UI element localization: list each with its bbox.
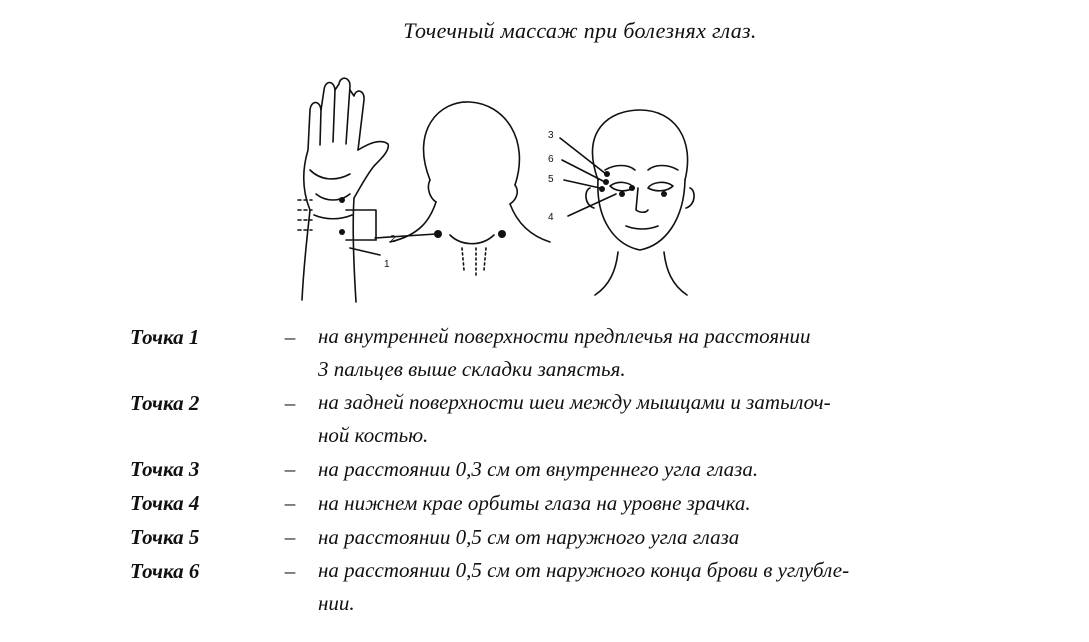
hand-drawing [298,78,388,302]
point-label: Точка 2 [130,391,200,415]
point-description [318,320,1038,386]
point-description [318,520,1038,554]
point-dash: – [284,491,296,515]
point-dash: – [284,325,296,349]
point-row-6 [130,554,1060,620]
points-list [130,320,1060,620]
point-description [318,386,1038,452]
point-description [318,486,1038,520]
point-description [318,554,1038,620]
point-label: Точка 3 [130,457,200,481]
face-label-5: 5 [548,174,554,185]
head-back-drawing [350,102,550,275]
description-line: на расстоянии 0,3 см от внутреннего угла глаза. [318,457,759,481]
hand-label-2: 2 [390,234,396,245]
description-line: ной костью. [318,423,429,447]
point-markers [339,171,667,238]
point-description [318,452,1038,486]
point-row-3 [130,452,1060,486]
point-label: Точка 1 [130,325,200,349]
point-row-5 [130,520,1060,554]
point-label: Точка 4 [130,491,200,515]
point-dash: – [284,457,296,481]
description-line: нии. [318,591,355,615]
face-label-3: 3 [548,130,554,141]
face-label-6: 6 [548,154,554,165]
point-label: Точка 6 [130,559,200,583]
face-label-4: 4 [548,212,554,223]
description-line: на задней поверхности шеи между мышцами и затылоч- [318,390,831,414]
point-row-2 [130,386,1060,452]
illustration-svg [280,70,720,310]
face-drawing [560,110,694,295]
point-dash: – [284,525,296,549]
hand-label-1: 1 [384,259,390,270]
point-row-4 [130,486,1060,520]
description-line: на внутренней поверхности предплечья на расстоянии [318,324,811,348]
point-dash: – [284,391,296,415]
point-dash: – [284,559,296,583]
description-line: на расстоянии 0,5 см от наружного угла глаза [318,525,740,549]
description-line: 3 пальцев выше складки запястья. [318,357,626,381]
description-line: на расстоянии 0,5 см от наружного конца брови в углубле- [318,558,850,582]
point-row-1 [130,320,1060,386]
point-label: Точка 5 [130,525,200,549]
acupressure-illustration [280,70,720,310]
page-title: Точечный массаж при болезнях глаз. [403,18,757,43]
description-line: на нижнем крае орбиты глаза на уровне зрачка. [318,491,751,515]
